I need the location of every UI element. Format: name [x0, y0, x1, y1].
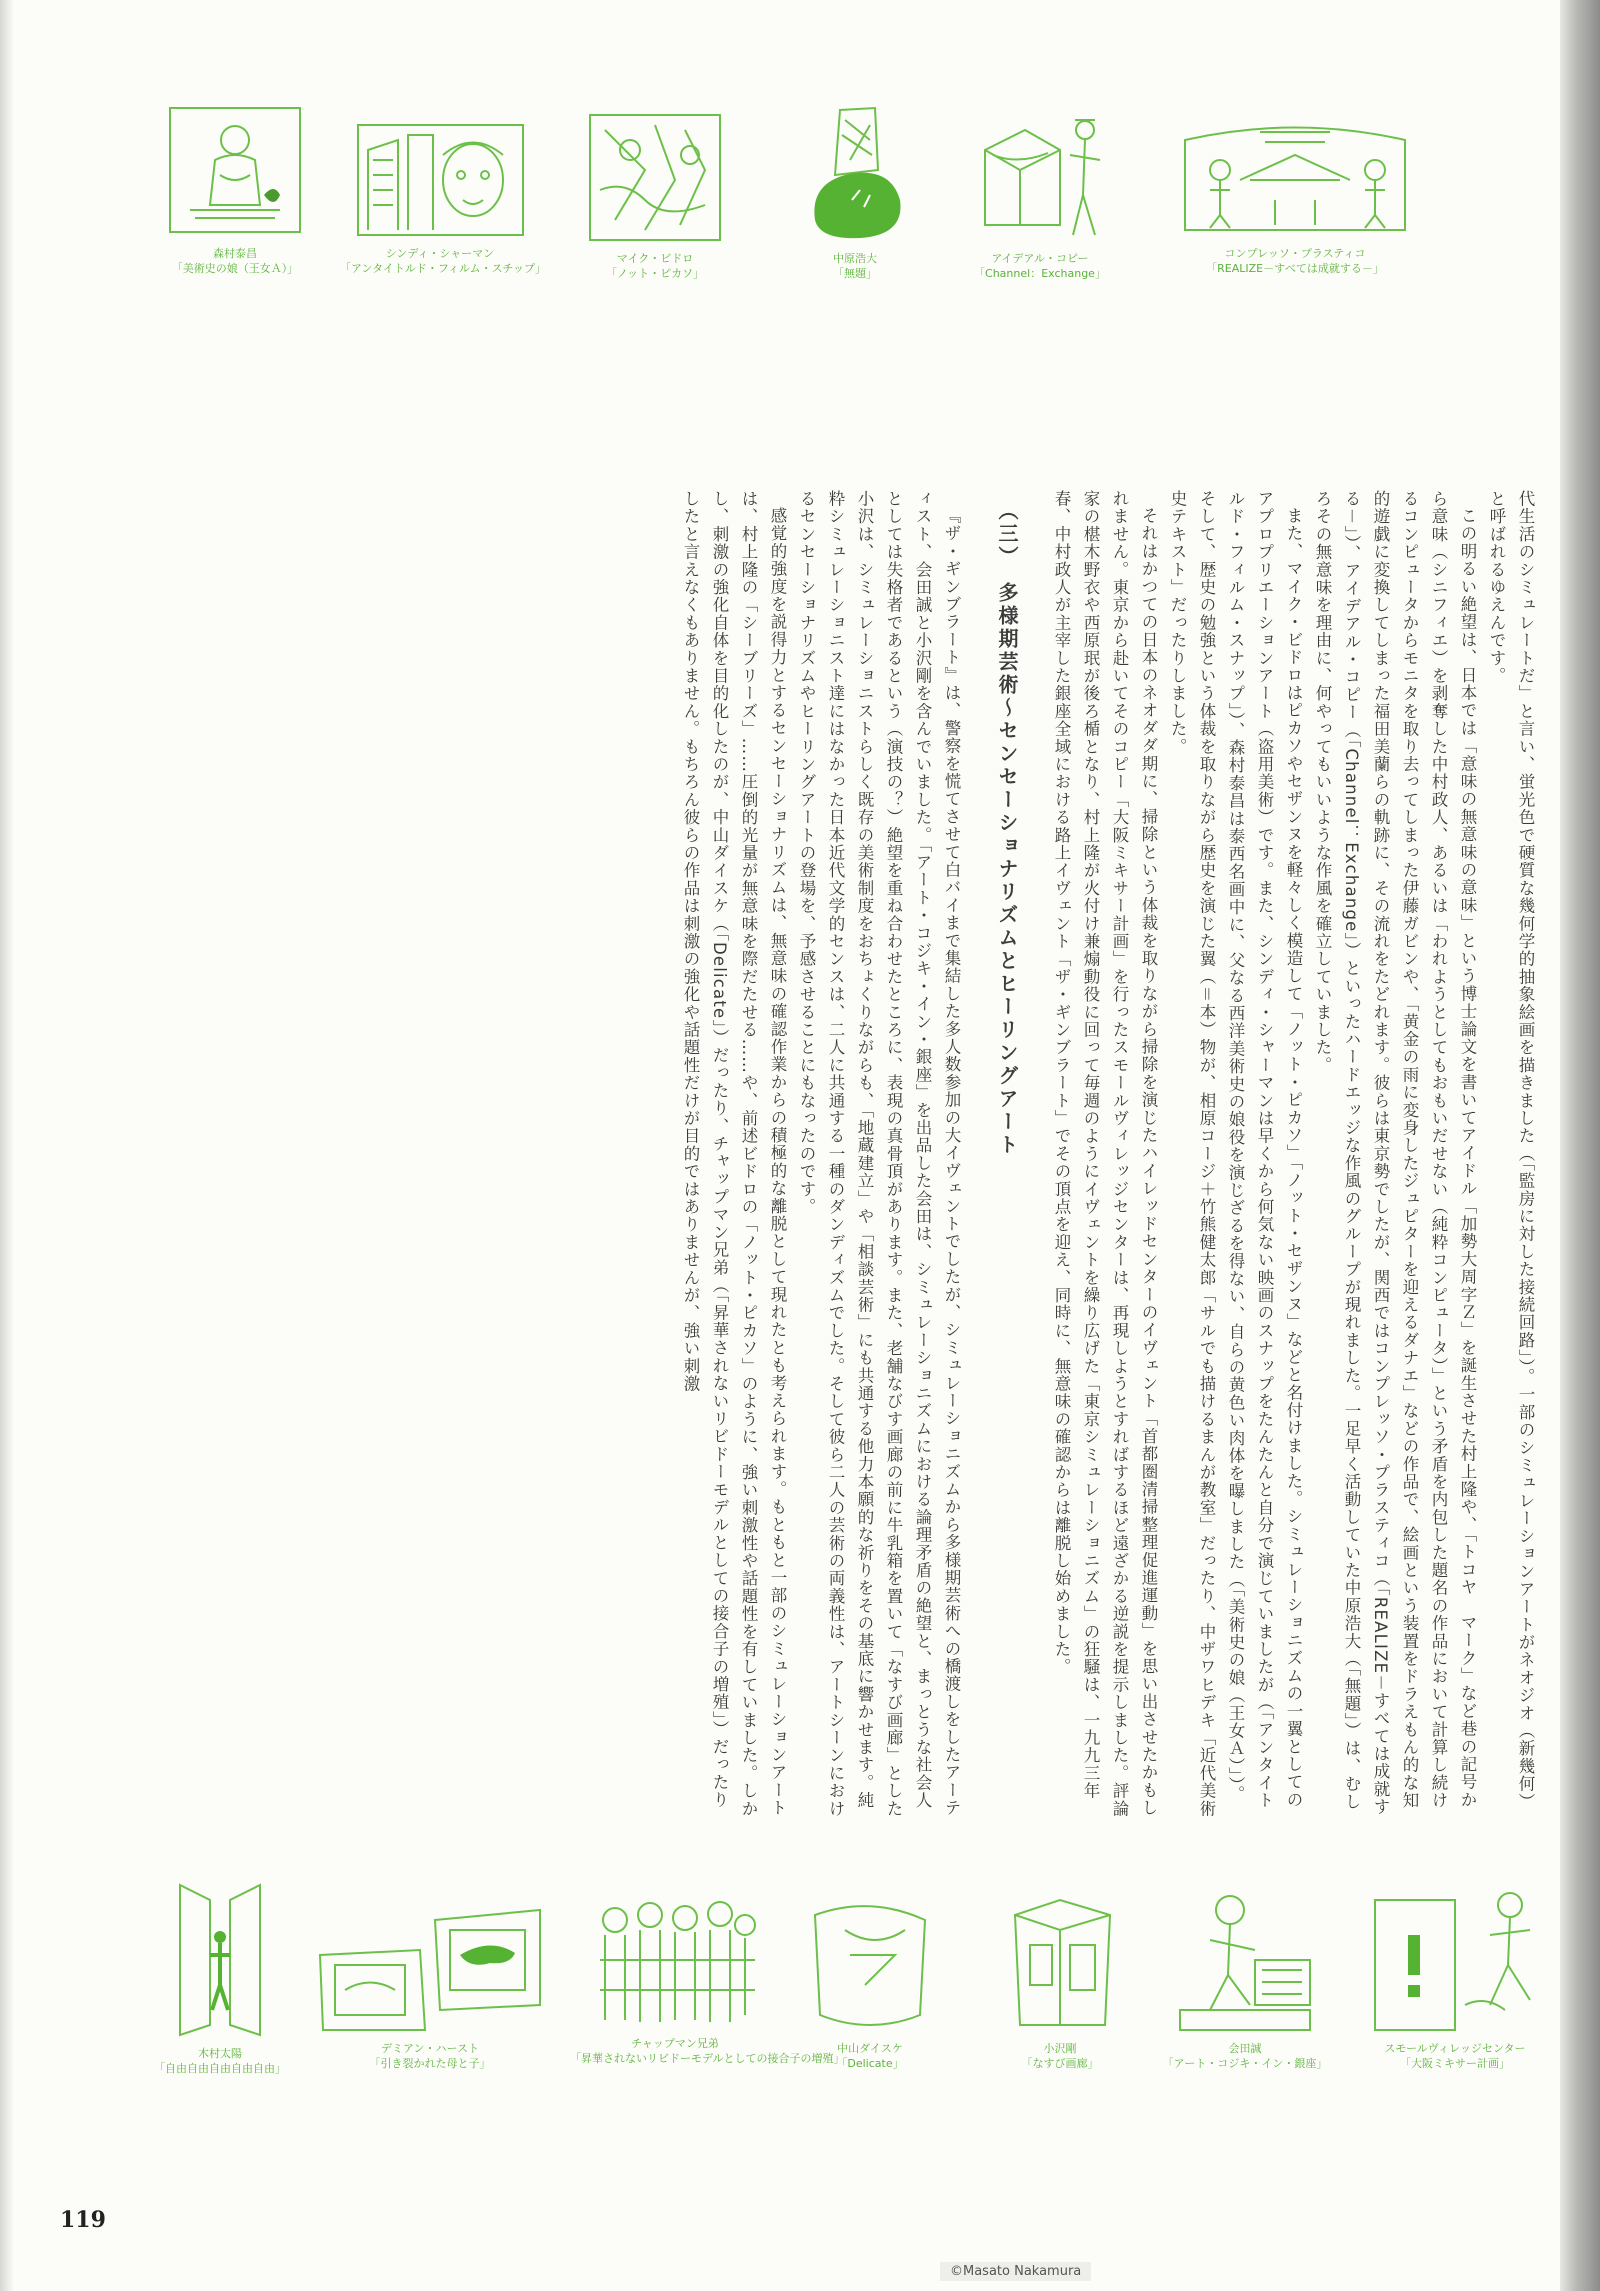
figure-chapman: [570, 1890, 845, 2066]
figure-artist: 小沢剛: [1043, 2042, 1077, 2055]
figure-ozawa: [990, 1885, 1130, 2071]
nakahara-sketch-icon: [800, 100, 910, 245]
figure-artist: 会田誠: [1228, 2042, 1262, 2055]
figure-aida: [1160, 1880, 1330, 2071]
figure-work: 「大阪ミキサー計画」: [1400, 2057, 1510, 2070]
section-heading: （三） 多様期芸術～センセーショナリズムとヒーリングアート: [995, 500, 1019, 1157]
page-edge-shadow: [1560, 0, 1600, 2291]
figure-work: 「アンタイトルド・フィルム・スチップ」: [340, 262, 547, 275]
paragraph: また、マイク・ビドロはピカソやセザンヌを軽々しく模造して「ノット・ピカソ」「ノット・セザンヌ」などと名付けました。シミュレーショニズムの一翼としてのアプロプリエーションアート（盗用美術）です。また、シンディ・シャーマンは早くから何気ない映画のスナップをたんたんと自分で演じていましたが（「アンタイトルド・フィルム・スナップ」）、森村泰昌は泰西名画中に、父なる西洋美術史の娘役を演じざるを得ない、自らの黄色い肉体を曝しました（「美術史の娘（王女Ａ）」）。そして、歴史の勉強という体裁を取りながら歴史を演じた翼（＝本）物が、相原コージ＋竹熊健太郎「サルでも描けるまんが教室」だったり、中ザワヒデキ「近代美術史テキスト」だったりしました。: [1168, 490, 1303, 1818]
figure-bidlo: [580, 110, 730, 281]
figure-artist: 森村泰昌: [213, 247, 257, 260]
photo-credit: ©Masato Nakamura: [940, 2262, 1091, 2281]
figure-compresso: [1170, 120, 1420, 276]
paragraph: それはかつての日本のネオダダ期に、掃除という体裁を取りながら掃除を演じたハイレッドセンターのイヴェント「首都圏清掃整理促進運動」を思い出させたかもしれません。東京から赴いてそのコピー「大阪ミキサー計画」を行ったスモールヴィレッジセンターは、再現しようとすればするほど遠ざかる逆説を提示しました。評論家の椹木野衣や西原珉が後ろ楯となり、村上隆が火付け兼煽動役に回って毎週のようにイヴェントを繰り広げた「東京シミュレーショニズム」の狂騒は、一九九三年春、中村政人が主宰した銀座全域における路上イヴェント「ザ・ギンブラート」でその頂点を迎え、同時に、無意味の確認からは離脱し始めました。: [1052, 490, 1158, 1818]
figure-artist: 中山ダイスケ: [837, 2042, 903, 2055]
top-illustration-strip: [0, 100, 1560, 330]
article-body: [110, 490, 1540, 1820]
paragraph: 『ザ・ギンブラート』は、警察を慌てさせて白バイまで集結した多人数参加の大イヴェントでしたが、シミュレーショニズムから多様期芸術への橋渡しをしたアーティスト、会田誠と小沢剛を含んでいました。「アート・コジキ・イン・銀座」を出品した会田は、シミュレーショニズムにおける論理矛盾の絶望と、まっとうな社会人としては失格者であるという（演技の？）絶望を重ね合わせたところに、表現の真骨頂があります。また、老舗なびす画廊の前に牛乳箱を置いて「なすび画廊」とした小沢は、シミュレーショニストらしく既存の美術制度をおちょくりながらも、「地蔵建立」や「相談芸術」にも共通する他力本願的な祈りをその基底に響かせます。純粋シミュレーショニスト達にはなかった日本近代文学的センスは、二人に共通する一種のダンディズムでした。そして彼ら二人の芸術の両義性は、アートシーンにおけるセンセーショナリズムやヒーリングアートの登場を、予感させることにもなったのです。: [797, 490, 961, 1818]
figure-artist: 中原浩大: [833, 252, 877, 265]
small-village-sketch-icon: [1370, 1885, 1540, 2035]
figure-artist: スモールヴィレッジセンター: [1384, 2042, 1526, 2055]
figure-artist: コンプレッソ・プラスティコ: [1224, 247, 1366, 260]
bottom-illustration-strip: [0, 1875, 1560, 2140]
figure-artist: シンディ・シャーマン: [385, 247, 495, 260]
paragraph: 代生活のシミュレートだ」と言い、蛍光色で硬質な幾何学的抽象絵画を描きました（「監房に対した接続回路」）。一部のシミュレーションアートがネオジオ（新幾何）と呼ばれるゆえんです。: [1487, 490, 1535, 1811]
kimura-sketch-icon: [170, 1875, 270, 2040]
figure-small-village-center: [1360, 1885, 1550, 2071]
hirst-sketch-icon: [315, 1895, 545, 2035]
figure-nakayama: [800, 1895, 940, 2071]
figure-artist: アイデアル・コピー: [991, 252, 1089, 265]
figure-work: 「Delicate」: [836, 2057, 904, 2070]
sherman-sketch-icon: [353, 120, 528, 240]
figure-work: 「Channel：Exchange」: [974, 267, 1106, 280]
figure-artist: マイク・ビドロ: [616, 252, 694, 265]
page-number: 119: [60, 2207, 106, 2233]
figure-kimura: [150, 1875, 290, 2076]
figure-artist: 木村太陽: [198, 2047, 242, 2060]
figure-nakahara: [775, 100, 935, 281]
figure-artist: チャップマン兄弟: [631, 2037, 719, 2050]
figure-work: 「なすび画廊」: [1021, 2057, 1099, 2070]
nakayama-sketch-icon: [805, 1895, 935, 2035]
figure-work: 「昇華されないリビドーモデルとしての接合子の増殖」: [570, 2052, 845, 2065]
paragraph: 感覚的強度を説得力とするセンセーショナリズムは、無意味の確認作業からの積極的な離脱として現れたとも考えられます。もともと一部のシミュレーションアートは、村上隆の「シーブリーズ」……圧倒的光量が無意味を際だたせる……や、前述ビドロの「ノット・ピカソ」のように、強い刺激性や話題性を有していました。しかし、刺激の強化自体を目的化したのが、中山ダイスケ（「Delicate」）だったり、チャップマン兄弟（「昇華されないリビドーモデルとしての接合子の増殖」）だったりしたと言えなくもありません。もちろん彼らの作品は刺激の強化や話題性だけが目的ではありませんが、強い刺激: [681, 490, 787, 1818]
figure-work: 「ノット・ピカソ」: [605, 267, 705, 280]
figure-morimura: [150, 100, 320, 276]
figure-artist: デミアン・ハースト: [380, 2042, 479, 2055]
figure-sherman: [340, 120, 547, 276]
compresso-sketch-icon: [1180, 120, 1410, 240]
ozawa-sketch-icon: [1000, 1885, 1120, 2035]
figure-work: 「アート・コジキ・イン・銀座」: [1162, 2057, 1328, 2070]
bidlo-sketch-icon: [585, 110, 725, 245]
figure-work: 「自由自由自由自由自由」: [154, 2062, 286, 2075]
figure-ideal-copy: [955, 105, 1125, 281]
paragraph: この明るい絶望は、日本では「意味の無意味の意味」という博士論文を書いてアイドル「加勢大周字Ｚ」を誕生させた村上隆や、「トコヤ マーク」など巷の記号から意味（シニフィエ）を剥奪した中村政人、あるいは「われようとしてもおもいだせない（純粋コンピュータ）」という矛盾を内包した題名の作品において計算し続けるコンピュータからモニタを取り去ってしまった伊藤ガビンや、「黄金の雨に変身したジュピターを迎えるダナエ」などの作品で、絵画という装置をドラえもん的な知的遊戯に変換してしまった福田美蘭らの軌跡に、その流れをたどれます。彼らは東京勢でしたが、関西ではコンプレッソ・プラスティコ（「REALIZE－すべては成就する－」）、アイデアル・コピー（「Channel：Exchange」）といったハードエッジな作風のグループが現れました。一足早く活動していた中原浩大（「無題」）は、むしろその無意味を理由に、何やってもいいような作風を確立していました。: [1313, 490, 1477, 1816]
chapman-sketch-icon: [585, 1890, 765, 2030]
figure-work: 「引き裂かれた母と子」: [369, 2057, 491, 2070]
aida-sketch-icon: [1170, 1880, 1320, 2035]
figure-work: 「美術史の娘（王女Ａ）」: [171, 262, 299, 275]
figure-work: 「REALIZE－すべては成就する－」: [1206, 262, 1384, 275]
figure-work: 「無題」: [833, 267, 877, 280]
figure-hirst: [310, 1895, 550, 2071]
morimura-sketch-icon: [160, 100, 310, 240]
ideal-copy-sketch-icon: [965, 105, 1115, 245]
